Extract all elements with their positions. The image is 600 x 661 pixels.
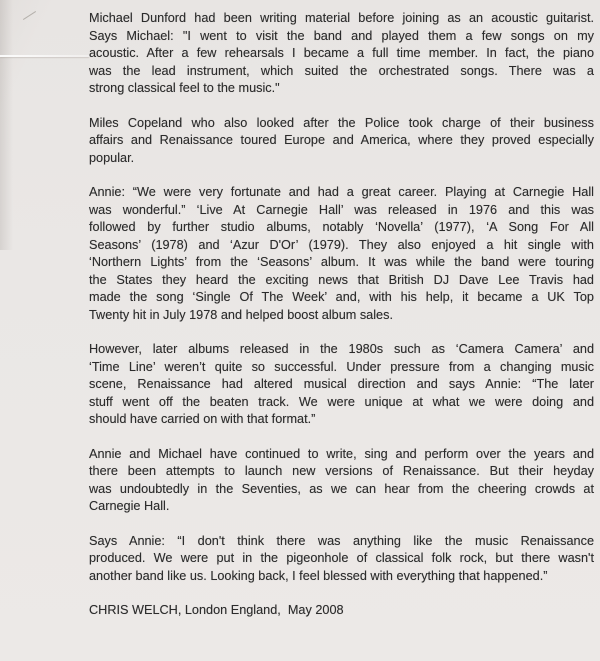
text-line: Miles Copeland who also looked after the Police took charge of their business (89, 115, 594, 130)
text-line: was wonderful.” ‘Live At Carnegie Hall’ was released in 1976 and this was (89, 202, 594, 217)
text-line: stuff went off the beaten track. We were unique at what we were doing and (89, 394, 594, 409)
scan-crease-line (0, 55, 89, 57)
text-line: However, later albums released in the 1980s such as ‘Camera Camera’ and (89, 342, 594, 356)
text-line: should have carried on with that format.” (89, 412, 316, 426)
text-line: there been attempts to launch new versions of Renaissance. But their heyday (89, 464, 594, 478)
text-line: Annie and Michael have continued to write, sing and perform over the years and (89, 446, 594, 461)
paragraph (89, 184, 594, 324)
paragraph (89, 446, 594, 516)
text-line: affairs and Renaissance toured Europe and America, where they proved especially (89, 133, 594, 147)
text-line: made the song ‘Single Of The Week’ and, with his help, it became a UK Top (89, 290, 594, 304)
page-edge-shading (0, 0, 13, 250)
paragraph (89, 341, 594, 429)
text-line: another band like us. Looking back, I feel blessed with everything that happened.” (89, 568, 548, 583)
text-line: was the lead instrument, which suited the orchestrated songs. There was a (89, 63, 594, 78)
text-line: Says Michael: "I went to visit the band and played them a few songs on my (89, 28, 594, 43)
scan-scratch-mark (23, 11, 36, 20)
text-line: scene, Renaissance had altered musical direction and says Annie: “The later (89, 377, 594, 391)
text-line: Twenty hit in July 1978 and helped boost album sales. (89, 307, 393, 322)
text-column (89, 10, 594, 620)
text-line: popular. (89, 150, 135, 165)
text-line: produced. We were put in the pigeonhole of classical folk rock, but there wasn't (89, 551, 594, 565)
paragraph (89, 115, 594, 168)
paragraph (89, 533, 594, 586)
text-line: ‘Northern Lights’ from the ‘Seasons’ album. It was while the band were touring (89, 255, 594, 269)
text-line: Seasons’ (1978) and ‘Azur D'Or’ (1979). They also enjoyed a hit single with (89, 237, 594, 252)
paragraphs-container (89, 10, 594, 585)
text-line: acoustic. After a few rehearsals I became a full time member. In fact, the piano (89, 46, 594, 60)
text-line: followed by further studio albums, notably ‘Novella’ (1977), ‘A Song For All (89, 220, 594, 234)
text-line: Annie: “We were very fortunate and had a great career. Playing at Carnegie Hall (89, 185, 594, 199)
paragraph (89, 10, 594, 98)
text-line: was undoubtedly in the Seventies, as we can hear from the cheering crowds at (89, 481, 594, 496)
author-signature: CHRIS WELCH, London England, May 2008 (89, 603, 344, 617)
text-line: strong classical feel to the music." (89, 81, 280, 95)
text-line: ‘Time Line’ weren’t quite so successful. Under pressure from a changing music (89, 359, 594, 374)
text-line: the States they heard the exciting news that British DJ Dave Lee Travis had (89, 272, 594, 287)
text-line: Michael Dunford had been writing material before joining as an acoustic guitarist. (89, 11, 594, 25)
text-line: Carnegie Hall. (89, 499, 170, 513)
text-line: Says Annie: “I don't think there was anything like the music Renaissance (89, 533, 594, 548)
